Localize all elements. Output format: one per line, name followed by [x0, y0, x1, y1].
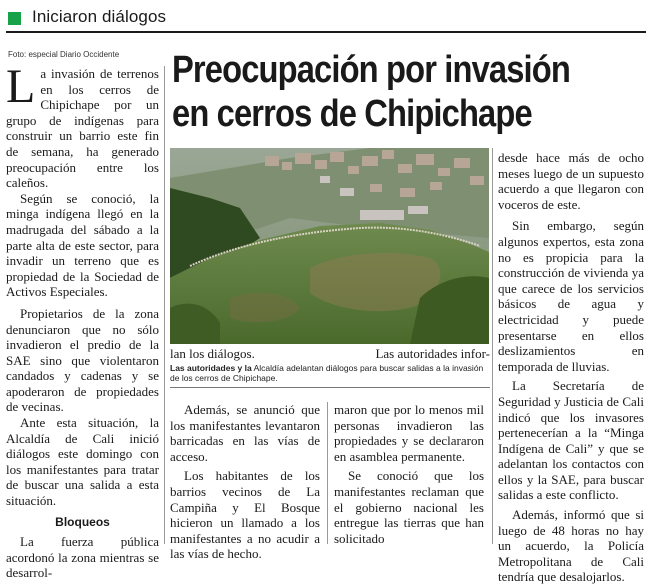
paragraph: Ante esta situación, la Alcaldía de Cali inició diálogos este domingo con los manifestantes para tratar de buscar una salida a esta situación. — [6, 415, 159, 509]
caption-divider — [170, 387, 490, 388]
paragraph: Además, informó que si luego de 48 horas no hay un acuerdo, la Policía Metropolitana de Cali tendría que desalojarlos. — [498, 507, 644, 585]
paragraph: Sin embargo, según algunos expertos, esta zona no es propicia para la construcción de vivienda ya que carece de los servicios básicos de agua y electricidad y puede presentarse en ellos deslizamientos en temporada de lluvias. — [498, 218, 644, 374]
section-header — [6, 7, 646, 33]
column-divider — [164, 66, 165, 544]
paragraph: La fuerza pública acordonó la zona mientras se desarrol- — [6, 534, 159, 581]
column-divider — [492, 148, 493, 544]
headline-line-1: Preocupación por invasión — [172, 49, 570, 91]
column-divider — [327, 402, 328, 544]
section-marker — [8, 12, 21, 25]
column-1 — [6, 60, 159, 581]
caption-text: Alcaldía adelantan diálogos para buscar salidas a la invasión de los cerros de Chipichape. — [170, 363, 484, 383]
column-2 — [170, 402, 320, 562]
paragraph: desde hace más de ocho meses luego de un supuesto acuerdo a que llegaron con voceros de este. — [498, 150, 644, 212]
caption-bold: Las autoridades y la — [170, 363, 252, 373]
column-3 — [334, 402, 484, 546]
photo-continuation-right: Las autoridades infor- — [375, 346, 490, 361]
paragraph: La Secretaría de Seguridad y Justicia de Cali indicó que los invasores pertenecerían a la “Minga Indígena de Cali” y que se adelantan los contactos con ellos y la SAE, para buscar salidas a este conflicto. — [498, 378, 644, 503]
paragraph: Propietarios de la zona denunciaron que no sólo invadieron el predio de la SAE sino que violentaron candados y cadenas y se apoderaron de propiedades de vecinas. — [6, 305, 159, 415]
drop-cap: L — [6, 60, 36, 113]
headline — [172, 48, 576, 136]
paragraph: Se conoció que los manifestantes reclaman que el gobierno nacional les entregue las tierras que han solicitado — [334, 468, 484, 546]
paragraph: Los habitantes de los barrios vecinos de La Campiña y El Bosque hicieron un llamado a los manifestantes a no acudir a las vías de hecho. — [170, 468, 320, 562]
headline-line-2: en cerros de Chipichape — [172, 93, 532, 135]
paragraph: maron que por lo menos mil personas invadieron las propiedades y se declararon en asamblea permanente. — [334, 402, 484, 464]
paragraph: Además, se anunció que los manifestantes levantaron barricadas en las vías de acceso. — [170, 402, 320, 464]
section-label: Iniciaron diálogos — [32, 7, 167, 26]
hillside-photo-illustration — [170, 148, 489, 344]
column-4 — [498, 150, 644, 585]
photo-credit: Foto: especial Diario Occidente — [8, 50, 120, 59]
paragraph: Según se conoció, la minga indígena llegó en la madrugada del sábado a la parte alta de este sector, para invadir un terreno que es propiedad de la Sociedad de Activos Especiales. — [6, 190, 159, 300]
photo-continuation-left: lan los diálogos. — [170, 346, 255, 361]
subhead-bloqueos: Bloqueos — [55, 514, 110, 529]
paragraph-lead: La invasión de terrenos en los cerros de Chipichape por un grupo de indígenas para construir un barrio este fin de semana, ha generado preocupación entre los caleños. — [6, 60, 159, 191]
news-photo — [170, 148, 489, 344]
photo-caption — [170, 363, 490, 383]
